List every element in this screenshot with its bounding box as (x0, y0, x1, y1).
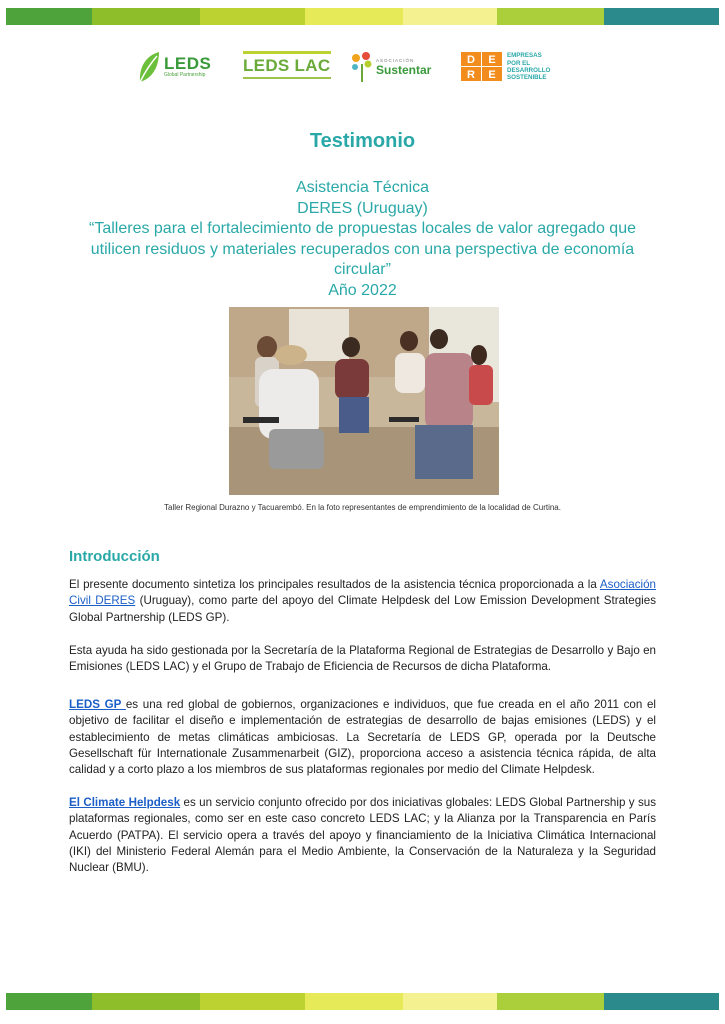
intro-paragraph-2: Esta ayuda ha sido gestionada por la Secretaría de la Plataforma Regional de Estrategias de Desarrollo y Bajo en Emisiones (LEDS LAC) y el Grupo de Trabajo de Eficiencia de Recursos de dicha Plataforma. (69, 644, 656, 674)
link-leds-gp[interactable]: LEDS GP (69, 698, 126, 711)
link-climate-helpdesk[interactable]: El Climate Helpdesk (69, 796, 181, 809)
section-heading-introduccion: Introducción (69, 548, 160, 565)
svg-text:R: R (467, 69, 475, 81)
deres-mark (461, 52, 503, 82)
svg-text:E: E (488, 54, 496, 66)
sustentar-logo (350, 47, 434, 87)
top-color-stripe (6, 8, 719, 25)
leds-logo-tagline: Global Partnership (164, 72, 206, 78)
intro-paragraph-3 (69, 697, 656, 778)
intro-paragraph-1 (69, 577, 656, 626)
deres-logo (461, 47, 561, 87)
leds-gp-logo (137, 47, 217, 87)
leds-lac-logo (243, 47, 331, 87)
link-asociacion-civil-deres[interactable]: Asociación Civil DERES (69, 578, 656, 608)
intro-p3-after: es una red global de gobiernos, organizaciones e individuos, que fue creada en el año 2011 con el objetivo de facilitar el diseño e implementación de estrategias de desarrollo de bajas emisiones (LEDS) y el establecimiento de metas climáticas ambiciosas. La Secretaría de LEDS GP, operada por la Deutsche Gesellschaft für Internationale Zusammenarbeit (GIZ), proporciona acceso a asistencia técnica rápida, de alta calidad y a corto plazo a los miembros de sus plataformas regionales por medio del Climate Helpdesk. (69, 698, 657, 777)
photo-caption: Taller Regional Durazno y Tacuarembó. En la foto representantes de emprendimiento de la localidad de Curtina. (164, 503, 561, 512)
partner-logos (0, 47, 725, 87)
intro-p1-before: El presente documento sintetiza los principales resultados de la asistencia técnica proporcionada a la (69, 578, 600, 591)
subtitle-line-5: circular” (334, 261, 391, 279)
workshop-photo (229, 307, 499, 495)
document-subtitle (60, 178, 665, 302)
intro-paragraph-4 (69, 795, 656, 876)
deres-logo-line2: POR EL (507, 59, 531, 67)
deres-logo-line4: SOSTENIBLE (507, 74, 547, 82)
leaf-icon (137, 50, 161, 84)
sustentar-logo-name: Sustentar (376, 62, 432, 77)
intro-p4-after: es un servicio conjunto ofrecido por dos iniciativas globales: LEDS Global Partnership y sus plataformas regionales, como ser en este caso concreto LEDS LAC; y la Alianza por la Transparencia en París Acuerdo (PATPA). El servicio opera a través del apoyo y financiamiento de la Iniciativa Climática Internacional (IKI) del Ministerio Federal Alemán para el Medio Ambiente, la Conservación de la Naturaleza y la Seguridad Nuclear (BMU). (69, 796, 656, 875)
deres-logo-line1: EMPRESAS (507, 52, 542, 60)
subtitle-line-3: “Talleres para el fortalecimiento de propuestas locales de valor agregado que (89, 220, 636, 238)
leds-lac-logo-name: LEDS LAC (243, 56, 331, 75)
leds-logo-name: LEDS (164, 54, 212, 73)
sustentar-logo-small: ASOCIACIÓN (376, 57, 415, 63)
deres-logo-line3: DESARROLLO (507, 67, 551, 74)
subtitle-line-6: Año 2022 (328, 281, 397, 299)
svg-text:E: E (488, 69, 496, 81)
intro-p1-after: (Uruguay), como parte del apoyo del Climate Helpdesk del Low Emission Development Strategies Global Partnership (LEDS GP). (69, 594, 656, 624)
subtitle-line-1: Asistencia Técnica (295, 179, 430, 196)
svg-text:D: D (467, 54, 475, 66)
subtitle-line-4: utilicen residuos y materiales recuperados con una perspectiva de economía (90, 240, 635, 258)
document-title: Testimonio (309, 130, 416, 152)
subtitle-line-2: DERES (Uruguay) (297, 199, 428, 217)
bottom-color-stripe (6, 993, 719, 1010)
flower-icon (350, 50, 374, 84)
